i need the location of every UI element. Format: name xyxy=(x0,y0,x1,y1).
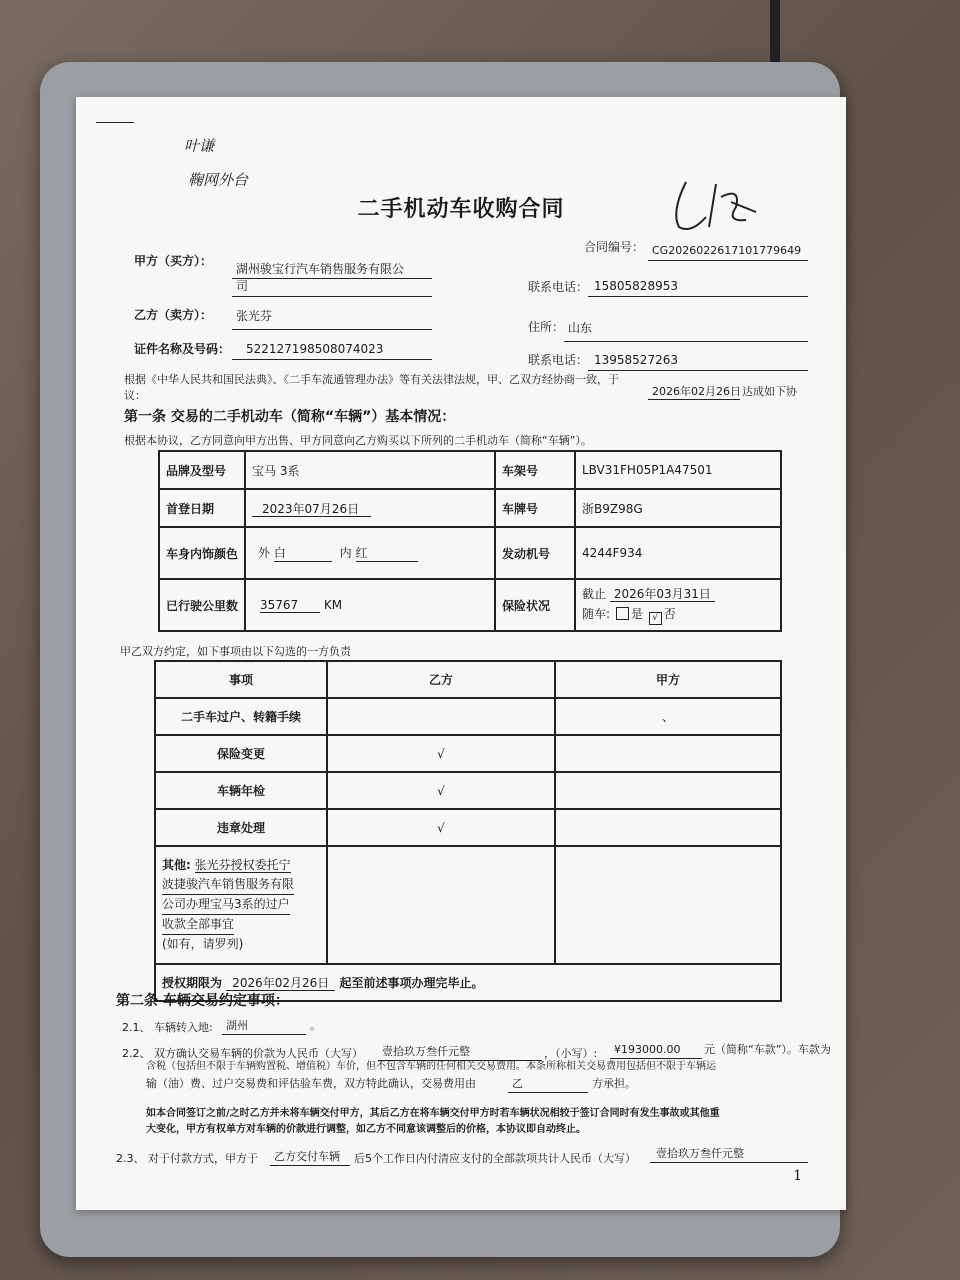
article2-heading: 第二条 车辆交易约定事项： xyxy=(116,993,289,1009)
clause-2-2-small: ¥193000.00 xyxy=(614,1043,681,1056)
table-row: 车辆年检 √ xyxy=(155,772,781,809)
party-b-address: 山东 xyxy=(568,321,593,335)
clause-2-1-label: 2.1、 车辆转入地: xyxy=(122,1021,213,1034)
clause-2-3-mid: 后5个工作日内付清应支付的全部款项共计人民币（大写） xyxy=(354,1152,636,1165)
clause-2-2-upper: 壹拾玖万叁仟元整 xyxy=(382,1045,470,1058)
mileage-value: 35767 KM xyxy=(245,579,495,631)
clause-2-1-value: 湖州 xyxy=(226,1019,248,1032)
table-row: 二手车过户、转籍手续 、 xyxy=(155,698,781,735)
party-b-phone-label: 联系电话： xyxy=(528,353,589,367)
clause-2-2-line3: 输（油）费、过户交易费和评估验车费，双方特此确认，交易费用由 xyxy=(146,1077,476,1090)
party-b-address-label: 住所： xyxy=(528,320,565,334)
clause-2-3-amount: 壹拾玖万叁仟元整 xyxy=(656,1147,744,1160)
duties-col-b: 乙方 xyxy=(327,661,555,698)
party-a-label: 甲方（买方）： xyxy=(134,254,213,268)
contract-number: CG202602261710177964​9 xyxy=(652,244,802,257)
party-a-name-1: 湖州骏宝行汽车销售服务有限公 xyxy=(236,262,405,276)
brand-label: 品牌及型号 xyxy=(159,451,245,489)
clause-2-3-value: 乙方交付车辆 xyxy=(274,1150,340,1163)
preamble-date: 2026年02月26日 xyxy=(652,385,741,398)
party-a-phone-label: 联系电话： xyxy=(528,280,589,294)
preamble-text-end: 达成如下协 xyxy=(742,385,797,398)
plate-label: 车牌号 xyxy=(495,489,575,527)
mileage-label: 已行驶公里数 xyxy=(159,579,245,631)
brand-value: 宝马 3系 xyxy=(245,451,495,489)
table-row: 违章处理 √ xyxy=(155,809,781,846)
clause-2-2-party: 乙 xyxy=(512,1077,523,1090)
clause-2-2-line3-end: 方承担。 xyxy=(592,1077,636,1090)
party-b-id-number: 522127198508074023 xyxy=(246,342,384,356)
article1-heading: 第一条 交易的二手机动车（简称“车辆”）基本情况： xyxy=(124,409,456,425)
article1-intro: 根据本协议，乙方同意向甲方出售、甲方同意向乙方购买以下所列的二手机动车（简称“车辆”）。 xyxy=(124,434,592,447)
clause-2-1-end: 。 xyxy=(310,1019,321,1032)
corner-dash xyxy=(96,122,134,123)
party-b-id-label: 证件名称及号码： xyxy=(134,342,231,356)
plate-value: 浙B9Z98G xyxy=(575,489,781,527)
contract-page xyxy=(76,97,846,1210)
color-value: 外 白 内 红 xyxy=(245,527,495,579)
insurance-value: 截止 2026年03月31日 随车: 是 √ 否 xyxy=(575,579,781,631)
duties-col-a: 甲方 xyxy=(555,661,781,698)
duties-table xyxy=(154,660,782,1002)
clause-2-2-label: 2.2、 双方确认交易车辆的价款为人民币（大写） xyxy=(122,1047,363,1060)
party-b-name: 张光芬 xyxy=(236,309,273,323)
party-a-name-2: 司 xyxy=(236,279,249,293)
bold-clause-line1: 如本合同签订之前/之时乙方并未将车辆交付甲方，其后乙方在将车辆交付甲方时若车辆状况相较于签订合同时有发生事故或其他重 xyxy=(146,1108,720,1119)
table-row: 保险变更 √ xyxy=(155,735,781,772)
clause-2-2-small-label: ，（小写）: xyxy=(544,1047,598,1060)
contract-title: 二手机动车收购合同 xyxy=(357,197,565,222)
party-b-phone: 13958527263 xyxy=(594,353,678,367)
party-b-label: 乙方（卖方）： xyxy=(134,308,213,322)
page-number: 1 xyxy=(793,1168,802,1184)
auth-period: 授权期限为 2026年02月26日 起至前述事项办理完毕止。 xyxy=(155,964,781,1001)
reg-date-label: 首登日期 xyxy=(159,489,245,527)
party-a-phone: 15805828953 xyxy=(594,279,678,293)
reg-date-value: 2023年07月26日 xyxy=(245,489,495,527)
insurance-label: 保险状况 xyxy=(495,579,575,631)
engine-value: 4244F934 xyxy=(575,527,781,579)
engine-label: 发动机号 xyxy=(495,527,575,579)
checkbox-no[interactable]: √ xyxy=(649,612,662,625)
duties-other: 其他: 张光芬授权委托宁 波捷骏汽车销售服务有限 公司办理宝马3系的过户 收款全部事宜 (如有，请罗列) xyxy=(155,846,327,964)
duties-intro: 甲乙双方约定，如下事项由以下勾选的一方负责 xyxy=(120,645,351,658)
vin-label: 车架号 xyxy=(495,451,575,489)
color-label: 车身内饰颜色 xyxy=(159,527,245,579)
bold-clause-line2: 大变化，甲方有权单方对车辆的价款进行调整，如乙方不同意该调整后的价格，本协议即自动终止。 xyxy=(146,1124,586,1135)
preamble-text: 根据《中华人民共和国民法典》、《二手车流通管理办法》等有关法律法规，甲、乙双方经协商一致，于 xyxy=(124,373,619,386)
clause-2-2-line2: 含税（包括但不限于车辆购置税、增值税）车价，但不包含车辆的任何相关交易费用。本条所称相关交易费用包括但不限于车辆运 xyxy=(146,1061,716,1072)
vehicle-info-table xyxy=(158,450,782,632)
clause-2-3-label: 2.3、 对于付款方式，甲方于 xyxy=(116,1152,258,1165)
handwritten-note-1: 叶谦 xyxy=(184,137,215,155)
clause-2-2-unit: 元（简称“车款”）。车款为 xyxy=(704,1043,831,1056)
checkbox-yes[interactable] xyxy=(616,607,629,620)
handwritten-note-2: 鞠网外台 xyxy=(188,171,249,189)
preamble-text-line2: 议： xyxy=(124,389,146,402)
vin-value: LBV31FH05P1A47501 xyxy=(575,451,781,489)
duties-col-item: 事项 xyxy=(155,661,327,698)
contract-number-label: 合同编号： xyxy=(584,240,645,254)
